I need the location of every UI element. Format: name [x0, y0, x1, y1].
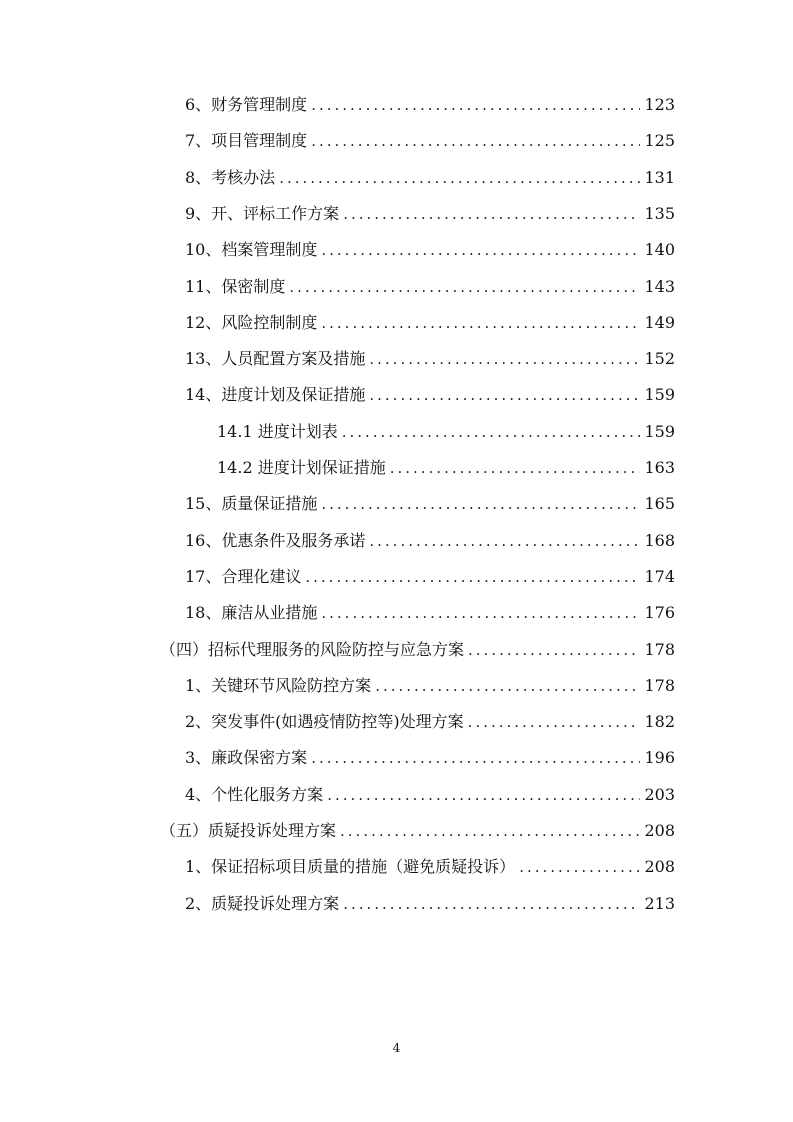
dot-leader: [327, 780, 640, 810]
toc-entry-page: 196: [644, 748, 675, 768]
toc-entry-title: 17、合理化建议: [185, 566, 302, 586]
toc-entry-page: 159: [644, 421, 675, 441]
toc-entry[interactable]: [185, 780, 675, 810]
toc-entry-title: 14.2 进度计划保证措施: [217, 458, 386, 477]
toc-entry[interactable]: [185, 562, 675, 592]
dot-leader: [468, 707, 641, 737]
toc-entry[interactable]: [185, 344, 675, 374]
toc-entry[interactable]: [185, 889, 675, 919]
dot-leader: [321, 489, 640, 519]
toc-entry-title: （五）质疑投诉处理方案: [160, 821, 337, 840]
toc-entry-title: 16、优惠条件及服务承诺: [185, 530, 366, 550]
toc-entry-page: 208: [644, 857, 675, 877]
toc-entry[interactable]: [185, 743, 675, 773]
dot-leader: [343, 889, 640, 919]
toc-entry-page: 208: [644, 821, 675, 840]
toc-entry-page: 131: [644, 167, 675, 187]
dot-leader: [375, 671, 640, 701]
toc-entry[interactable]: [185, 308, 675, 338]
toc-entry-page: 135: [644, 203, 675, 223]
toc-entry-page: 163: [644, 458, 675, 477]
toc-entry-page: 143: [644, 276, 675, 296]
toc-entry-title: 18、廉洁从业措施: [185, 603, 318, 623]
dot-leader: [519, 852, 640, 882]
dot-leader: [340, 816, 640, 846]
dot-leader: [369, 344, 640, 374]
toc-entry[interactable]: [217, 417, 675, 447]
dot-leader: [279, 163, 640, 193]
toc-entry-title: 14.1 进度计划表: [217, 421, 338, 441]
dot-leader: [321, 235, 640, 265]
toc-entry-page: 182: [644, 712, 675, 732]
toc-entry-page: 149: [644, 312, 675, 332]
toc-entry-page: 123: [644, 95, 675, 114]
toc-entry-page: 213: [644, 893, 675, 913]
toc-entry-page: 159: [644, 385, 675, 405]
toc-entry-title: 1、保证招标项目质量的措施（避免质疑投诉）: [185, 857, 516, 877]
toc-entry-title: 4、个性化服务方案: [185, 784, 324, 804]
toc-entry-page: 178: [644, 675, 675, 695]
toc-entry[interactable]: [185, 852, 675, 882]
toc-entry-title: 11、保密制度: [185, 276, 286, 296]
toc-entry[interactable]: [185, 126, 675, 156]
dot-leader: [468, 635, 640, 665]
toc-entry-title: 13、人员配置方案及措施: [185, 349, 366, 369]
dot-leader: [289, 272, 640, 302]
dot-leader: [369, 526, 640, 556]
toc-entry[interactable]: [185, 598, 675, 628]
toc-entry-title: （四）招标代理服务的风险防控与应急方案: [160, 639, 465, 659]
toc-entry[interactable]: [185, 380, 675, 410]
toc-entry-page: 140: [644, 240, 675, 260]
toc-entry[interactable]: [185, 235, 675, 265]
toc-entry-title: 6、财务管理制度: [185, 95, 308, 114]
toc-entry[interactable]: [160, 816, 675, 846]
toc-entry-title: 10、档案管理制度: [185, 240, 318, 260]
toc-entry-title: 3、廉政保密方案: [185, 748, 308, 768]
toc-entry-page: 203: [644, 784, 675, 804]
toc-entry-title: 14、进度计划及保证措施: [185, 385, 366, 405]
dot-leader: [390, 453, 641, 483]
toc-entry-page: 168: [644, 530, 675, 550]
toc-entry-title: 8、考核办法: [185, 167, 276, 187]
toc-entry[interactable]: [185, 272, 675, 302]
toc-entry-page: 165: [644, 494, 675, 514]
toc-entry-page: 152: [644, 349, 675, 369]
dot-leader: [311, 743, 640, 773]
dot-leader: [369, 380, 640, 410]
dot-leader: [342, 417, 641, 447]
toc-entry-page: 178: [644, 639, 675, 659]
toc-entry-title: 2、质疑投诉处理方案: [185, 893, 340, 913]
toc-entry-title: 2、突发事件(如遇疫情防控等)处理方案: [185, 712, 464, 732]
toc-entry-title: 1、关键环节风险防控方案: [185, 675, 372, 695]
dot-leader: [321, 308, 640, 338]
toc-entry[interactable]: [185, 489, 675, 519]
toc-entry[interactable]: [160, 635, 675, 665]
toc-entry[interactable]: [217, 453, 675, 483]
toc-entry-page: 176: [644, 603, 675, 623]
toc-entry-page: 174: [644, 566, 675, 586]
toc-entry-title: 7、项目管理制度: [185, 131, 308, 151]
dot-leader: [311, 126, 640, 156]
toc-entry[interactable]: [185, 163, 675, 193]
toc-entry[interactable]: [185, 199, 675, 229]
dot-leader: [311, 90, 640, 120]
dot-leader: [343, 199, 640, 229]
toc-entry-title: 12、风险控制制度: [185, 312, 318, 332]
dot-leader: [321, 598, 640, 628]
toc-entry[interactable]: [185, 526, 675, 556]
toc-entry-page: 125: [644, 131, 675, 151]
toc-entry[interactable]: [185, 90, 675, 120]
toc-entry-title: 15、质量保证措施: [185, 494, 318, 514]
toc-entry[interactable]: [185, 707, 675, 737]
toc-entry[interactable]: [185, 671, 675, 701]
page-number: 4: [392, 1041, 401, 1055]
toc-entry-title: 9、开、评标工作方案: [185, 203, 340, 223]
dot-leader: [305, 562, 640, 592]
